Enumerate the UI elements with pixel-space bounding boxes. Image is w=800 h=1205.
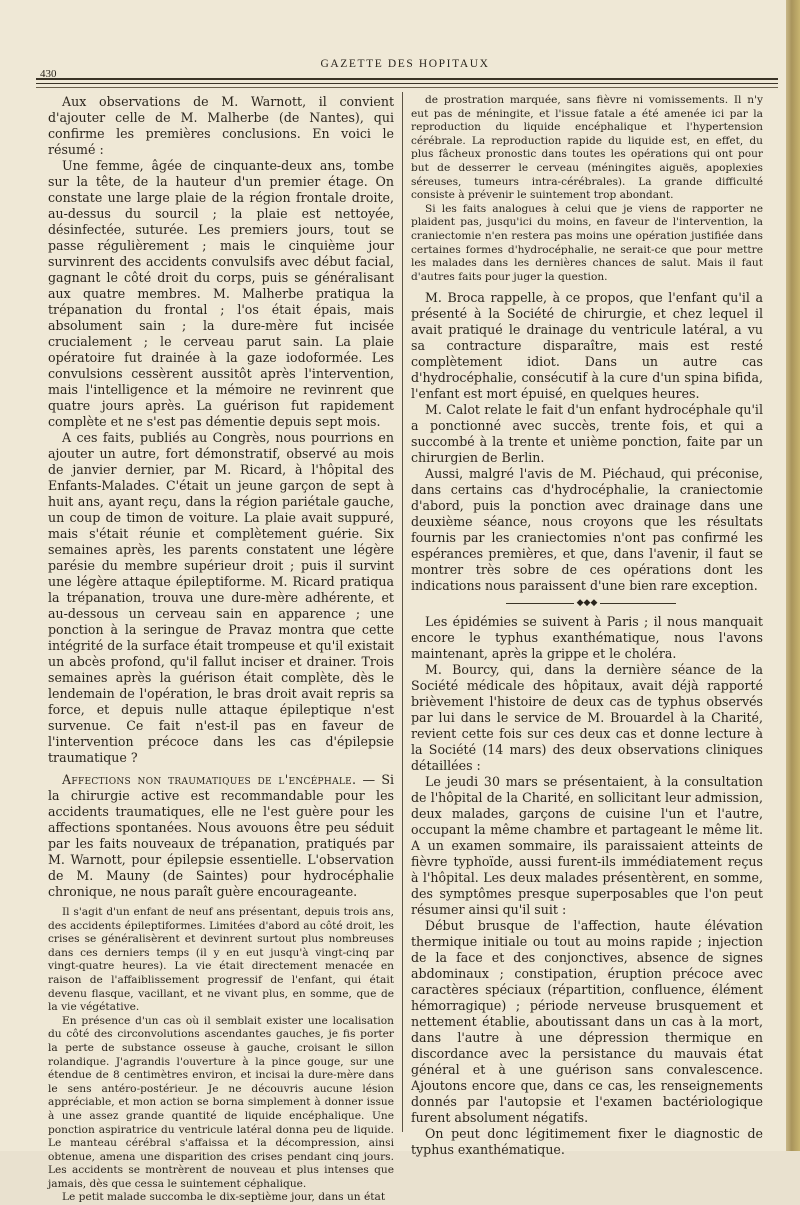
quoted-paragraph: Il s'agit d'un enfant de neuf ans présentant, depuis trois ans, des accidents épileptiformes. Limitées d'abord au côté droit, les crises se généralisèrent et devinrent surtout plus nombreuses dans ces derniers temps (il y en eut jusqu'à vingt-cinq par vingt-quatre heures). La vie était directement menacée en raison de l'affaiblissement progressif de l'enfant, qui était devenu flasque, vacillant, et ne vivant plus, en somme, que de la vie végétative. [48,906,394,1014]
paragraph: Aussi, malgré l'avis de M. Piéchaud, qui préconise, dans certains cas d'hydrocéphalie, la craniectomie d'abord, puis la ponction avec drainage dans une deuxième séance, nous croyons que les résultats fournis par les craniectomies n'ont pas confirmé les espérances premières, et que, dans l'avenir, il faut se montrer très sobre de ces opérations dont les indications nous paraissent d'une bien rare exception. [411,466,763,594]
paragraph: On peut donc légitimement fixer le diagnostic de typhus exanthématique. [411,1126,763,1158]
header-rule-thin-second [36,87,778,88]
journal-title: GAZETTE DES HOPITAUX [320,58,490,70]
quoted-paragraph: Le petit malade succomba le dix-septième jour, dans un état [62,1191,386,1204]
left-column [48,94,394,1205]
column-divider [402,92,403,1132]
paragraph: M. Calot relate le fait d'un enfant hydrocéphale qu'il a ponctionné avec succès, trente fois, et qui a succombé à la trente et unième ponction, faite par un chirurgien de Berlin. [411,402,763,466]
quoted-paragraph: Si les faits analogues à celui que je viens de rapporter ne plaident pas, jusqu'ici du moins, en faveur de l'intervention, la craniectomie n'en restera pas moins une opération justifiée dans certaines formes d'hydrocéphalie, ne serait-ce que pour mettre les malades dans les dernières chances de salut. Mais il faut d'autres faits pour juger la question. [411,202,763,283]
page-header [30,58,780,80]
section-separator [411,594,763,614]
quoted-paragraph: de prostration marquée, sans fièvre ni vomissements. Il n'y eut pas de méningite, et l'issue fatale a été amenée ici par la reproduction du liquide encéphalique et l'hypertension cérébrale. La reproduction rapide du liquide est, en effet, du plus fâcheux pronostic dans toutes les opérations qui ont pour but de desserrer le cerveau (méningites aiguës, apoplexies séreuses, tumeurs intra-cérébrales). La grande difficulté consiste à prévenir le suintement trop abondant. [411,94,763,202]
page-number: 430 [40,68,57,80]
ornament-glyphs: ◆◆◆ [574,598,601,608]
paragraph: Les épidémies se suivent à Paris ; il nous manquait encore le typhus exanthématique, nous l'avons maintenant, après la grippe et le choléra. [411,614,763,662]
section-text: — Si la chirurgie active est recommandable pour les accidents traumatiques, elle ne l'est guère pour les affections spontanées. Nous avouons être peu séduit par les faits nouveaux de trépanation, pratiqués par M. Warnott, pour épilepsie essentielle. L'observation de M. Mauny (de Saintes) pour hydrocéphalie chronique, ne nous paraît guère encourageante. [48,772,395,899]
paragraph: Début brusque de l'affection, haute élévation thermique initiale ou tout au moins rapide ; injection de la face et des conjonctives, absence de signes abdominaux ; constipation, éruption précoce avec caractères spéciaux (répartition, confluence, élément hémorragique) ; période nerveuse brusquement et nettement établie, aboutissant dans un cas à la mort, dans l'autre à une dépression thermique en discordance avec la persistance du mauvais état général et à une guérison sans convalescence. Ajoutons encore que, dans ce cas, les renseignements donnés par l'autopsie et l'examen bactériologique furent absolument négatifs. [411,918,763,1126]
quoted-paragraph: En présence d'un cas où il semblait exister une localisation du côté des circonvolutions ascendantes gauches, je fis porter la perte de substance osseuse à gauche, croisant le sillon rolandique. J'agrandis l'ouverture à la pince gouge, sur une étendue de 8 centimètres environ, et incisai la dure-mère dans le sens antéro-postérieur. Je ne découvris aucune lésion appréciable, et mon action se borna simplement à donner issue à une assez grande quantité de liquide encéphalique. Une ponction aspiratrice du ventricule latéral donna peu de liquide. Le manteau cérébral s'affaissa et la décompression, ainsi obtenue, amena une disparition des crises pendant cinq jours. Les accidents se montrèrent de nouveau et plus intenses que jamais, dès que cessa le suintement céphalique. [48,1014,394,1190]
right-column [411,94,763,1158]
header-rule [36,78,778,80]
page-edge [786,0,800,1151]
paragraph: A ces faits, publiés au Congrès, nous pourrions en ajouter un autre, fort démonstratif, observé au mois de janvier dernier, par M. Ricard, à l'hôpital des Enfants-Malades. C'était un jeune garçon de sept à huit ans, ayant reçu, dans la région pariétale gauche, un coup de timon de voiture. La plaie avait suppuré, mais s'était réunie et complètement guérie. Six semaines après, les parents constatent une légère parésie du membre supérieur droit ; puis il survint une légère attaque épileptiforme. M. Ricard pratiqua la trépanation, trouva une dure-mère adhérente, et au-dessous un cerveau sain en apparence ; une ponction à la seringue de Pravaz montra que cette intégrité de la surface était trompeuse et qu'il existait un abcès profond, qu'il fallut inciser et drainer. Trois semaines après la guérison était complète, dès le lendemain de l'opération, le bras droit avait repris sa force, et depuis nulle attaque épileptique n'est survenue. Ce fait n'est-il pas en faveur de l'intervention précoce dans les cas d'épilepsie traumatique ? [48,430,394,765]
paragraph: M. Broca rappelle, à ce propos, que l'enfant qu'il a présenté à la Société de chirurgie, et chez lequel il avait pratiqué le drainage du ventricule latéral, a vu sa contracture disparaître, mais est resté complètement idiot. Dans un autre cas d'hydrocéphalie, consécutif à la cure d'un spina bifida, l'enfant est mort épuisé, en quelques heures. [411,290,763,402]
paragraph: Aux observations de M. Warnott, il convient d'ajouter celle de M. Malherbe (de Nantes), qui confirme les premières conclusions. En voici le résumé : [48,94,394,157]
header-rule-thin [36,83,778,84]
paragraph: Une femme, âgée de cinquante-deux ans, tombe sur la tête, de la hauteur d'un premier étage. On constate une large plaie de la région frontale droite, au-dessus du sourcil ; la plaie est nettoyée, désinfectée, suturée. Les premiers jours, tout se passe régulièrement ; mais le cinquième jour survinrent des accidents convulsifs avec début facial, gagnant le côté droit du corps, puis se généralisant aux quatre membres. M. Malherbe pratiqua la trépanation du frontal ; l'os était épais, mais absolument sain ; la dure-mère fut incisée crucialement ; le cerveau parut sain. La plaie opératoire fut drainée à la gaze iodoformée. Les convulsions cessèrent aussitôt après l'intervention, mais l'intelligence et la mémoire ne revinrent que quatre jours après. La guérison fut rapidement complète et ne s'est pas démentie depuis sept mois. [48,158,394,429]
paragraph: M. Bourcy, qui, dans la dernière séance de la Société médicale des hôpitaux, avait déjà rapporté brièvement l'histoire de deux cas de typhus observés par lui dans le service de M. Brouardel à la Charité, revient cette fois sur ces deux cas et donne lecture à la Société (14 mars) des deux observations cliniques détaillées : [411,662,763,774]
separator-ornament [411,597,763,609]
paragraph: Le jeudi 30 mars se présentaient, à la consultation de l'hôpital de la Charité, en sollicitant leur admission, deux malades, garçons de cuisine l'un et l'autre, occupant la même chambre et partageant le même lit. A un examen sommaire, ils paraissaient atteints de fièvre typhoïde, aussi furent-ils immédiatement reçus à l'hôpital. Les deux malades présentèrent, en somme, des symptômes presque superposables que l'on peut résumer ainsi qu'il suit : [411,774,763,918]
section-heading: Affections non traumatiques de l'encéphale. [62,772,357,787]
section-paragraph [48,772,394,900]
